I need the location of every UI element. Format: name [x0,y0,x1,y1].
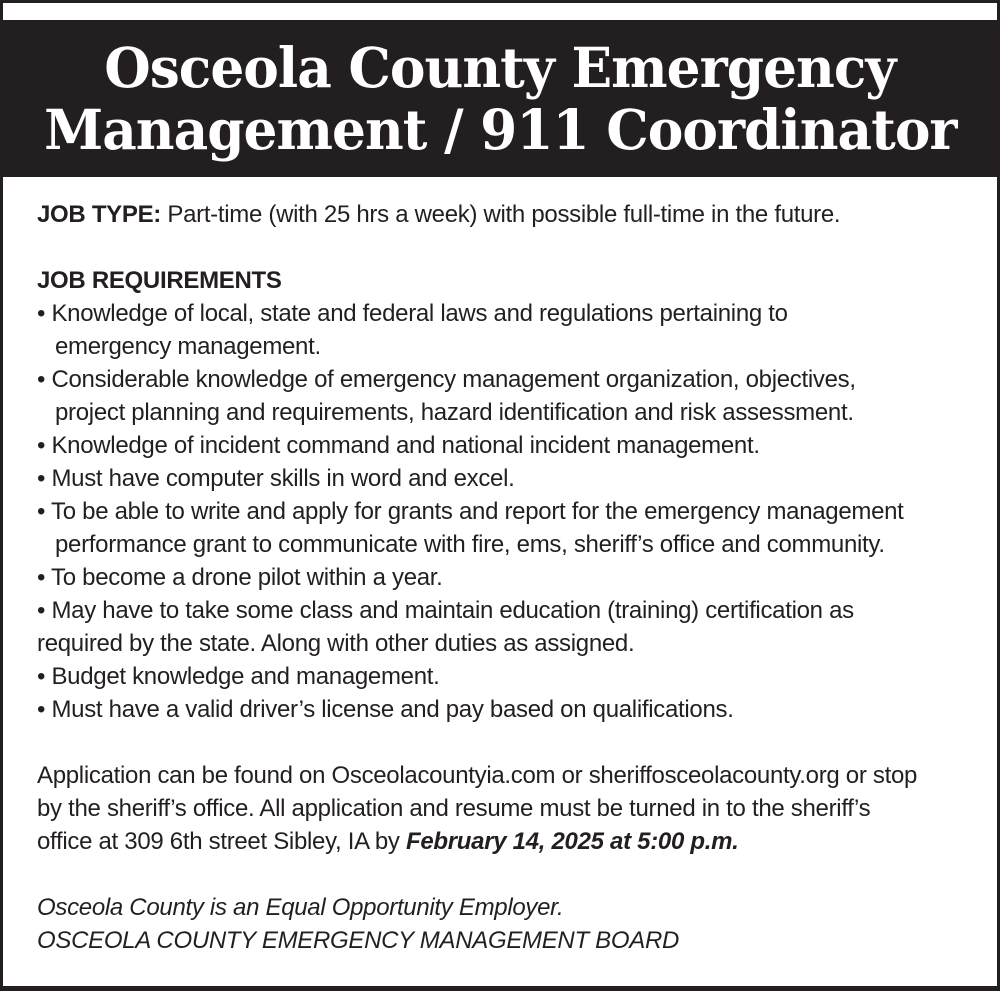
requirement-line: • Knowledge of incident command and national incident management. [37,432,760,459]
equal-opportunity-line: Osceola County is an Equal Opportunity Employer. [37,894,564,921]
title-banner [3,20,997,177]
title-line-1: Osceola County Emergency [104,34,896,100]
ad-body [3,177,997,957]
requirement-line: emergency management. [55,333,321,360]
application-line-1: Application can be found on Osceolacountyia.com or sheriffosceolacounty.org or stop [37,762,918,789]
requirement-line: • To become a drone pilot within a year. [37,564,443,591]
requirement-line: • Knowledge of local, state and federal laws and regulations pertaining to [37,300,788,327]
requirement-line: • Considerable knowledge of emergency management organization, objectives, [37,366,856,393]
job-type-label: JOB TYPE: [37,201,161,228]
deadline-text: February 14, 2025 at 5:00 p.m. [405,828,739,855]
requirement-line: project planning and requirements, hazard identification and risk assessment. [55,399,854,426]
requirements-list [37,297,971,726]
top-margin [3,3,997,20]
job-type-line [37,198,971,231]
application-line-2: by the sheriff’s office. All application and resume must be turned in to the sheriff’s [37,795,871,822]
requirement-line: • Budget knowledge and management. [37,663,440,690]
requirement-line: required by the state. Along with other duties as assigned. [37,630,635,657]
requirements-heading: JOB REQUIREMENTS [37,267,282,294]
requirement-line: • Must have computer skills in word and excel. [37,465,515,492]
board-name-line: OSCEOLA COUNTY EMERGENCY MANAGEMENT BOARD [37,927,680,954]
requirement-line: • To be able to write and apply for grants and report for the emergency management [37,498,904,525]
application-instructions [37,759,971,858]
requirement-line: performance grant to communicate with fire, ems, sheriff’s office and community. [55,531,885,558]
application-line-3-prefix: office at 309 6th street Sibley, IA by [37,828,406,855]
application-line-3 [37,825,971,858]
footer [37,891,971,957]
requirement-line: • May have to take some class and maintain education (training) certification as [37,597,854,624]
title-line-2: Management / 911 Coordinator [43,96,957,162]
requirement-line: • Must have a valid driver’s license and pay based on qualifications. [37,696,734,723]
job-type-value: Part-time (with 25 hrs a week) with possible full-time in the future. [161,201,841,228]
